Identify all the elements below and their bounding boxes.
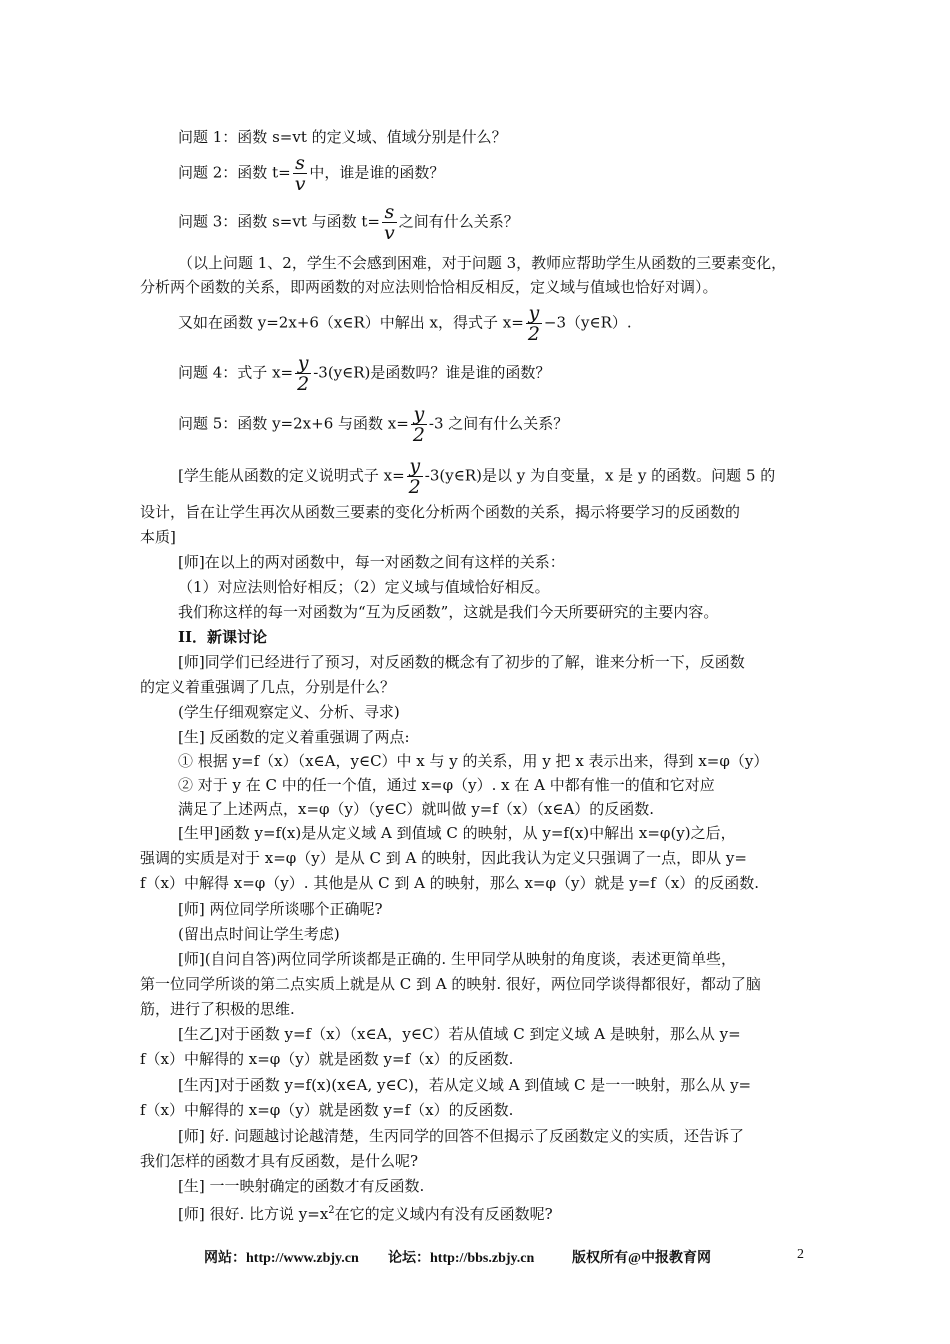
fraction: $\frac{y}{2}$ — [412, 403, 425, 446]
question-2: 问题 2：函数 t= $\frac{s}{v}$ 中，谁是谁的函数？ — [178, 152, 445, 195]
note-line: 分析两个函数的关系，即两函数的对应法则恰恰相反相反，定义域与值域也恰好对调）。 — [140, 278, 718, 296]
note-line: 设计，旨在让学生再次从函数三要素的变化分析两个函数的关系，揭示将要学习的反函数的 — [140, 503, 741, 521]
teacher-remark: [师] 两位同学所谈哪个正确呢? — [178, 900, 383, 918]
teacher-remark: [师] 很好. 比方说 $y=x^2$在它的定义域内有没有反函数呢? — [178, 1205, 553, 1223]
page-number: 2 — [797, 1247, 804, 1262]
point-summary: 满足了上述两点，x=φ（y）（y∈C）就叫做 y=f（x）（x∈A）的反函数. — [178, 800, 655, 818]
question-3: 问题 3：函数 s=vt 与函数 t= $\frac{s}{v}$ 之间有什么关系？ — [178, 201, 519, 244]
teacher-remark: [师] 好. 问题越讨论越清楚，生丙同学的回答不但揭示了反函数定义的实质，还告诉了 — [178, 1127, 745, 1145]
student-a-remark: 强调的实质是对于 x=φ（y）是从 C 到 A 的映射，因此我认为定义只强调了一点，即从 y= — [140, 849, 747, 867]
fraction: $\frac{y}{2}$ — [408, 455, 421, 498]
student-a-remark: f（x）中解得 x=φ（y）. 其他是从 C 到 A 的映射，那么 x=φ（y）就是 y=f（x）的反函数. — [140, 874, 760, 892]
note-line: （以上问题 1、2，学生不会感到困难，对于问题 3，教师应帮助学生从函数的三要素变化， — [178, 254, 787, 272]
teacher-remark: 的定义着重强调了几点，分别是什么？ — [140, 678, 396, 696]
footer-website: 网站：http://www.zbjy.cn — [204, 1251, 359, 1266]
point-2: ② 对于 y 在 C 中的任一个值，通过 x=φ（y）. x 在 A 中都有惟一的值和它对应 — [178, 776, 715, 794]
fraction: $\frac{s}{v}$ — [294, 152, 306, 195]
student-remark: [生] 一一映射确定的函数才有反函数. — [178, 1177, 425, 1195]
fraction: $\frac{y}{2}$ — [527, 302, 540, 345]
teacher-remark: [师](自问自答)两位同学所谈都是正确的. 生甲同学从映射的角度谈，表述更简单些， — [178, 950, 736, 968]
student-c-remark: f（x）中解得的 x=φ（y）就是函数 y=f（x）的反函数. — [140, 1101, 514, 1119]
point-1: ① 根据 y=f（x）（x∈A，y∈C）中 x 与 y 的关系，用 y 把 x 表示出来，得到 x=φ（y） — [178, 752, 769, 770]
teacher-remark: 我们怎样的函数才具有反函数，是什么呢? — [140, 1152, 419, 1170]
pause-note: (留出点时间让学生考虑) — [178, 925, 340, 943]
example-equation: 又如在函数 y=2x+6（x∈R）中解出 x，得式子 x= $\frac{y}{2}$ −3（y∈R）. — [178, 302, 632, 345]
question-5: 问题 5：函数 y=2x+6 与函数 x= $\frac{y}{2}$ -3 之间有什么关系？ — [178, 403, 569, 446]
question-1: 问题 1：函数 s=vt 的定义域、值域分别是什么？ — [178, 128, 507, 146]
student-b-remark: f（x）中解得的 x=φ（y）就是函数 y=f（x）的反函数. — [140, 1050, 514, 1068]
student-c-remark: [生丙]对于函数 y=f(x)(x∈A, y∈C)，若从定义域 A 到值域 C 是一一映射，那么从 y= — [178, 1076, 752, 1094]
students-observe: (学生仔细观察定义、分析、寻求) — [178, 703, 400, 721]
student-b-remark: [生乙]对于函数 y=f（x）（x∈A，y∈C）若从值域 C 到定义域 A 是映射，那么从 y= — [178, 1025, 741, 1043]
fraction: $\frac{y}{2}$ — [297, 352, 310, 395]
section-title: II．新课讨论 — [178, 628, 268, 646]
question-4: 问题 4：式子 x= $\frac{y}{2}$ -3(y∈R)是函数吗？谁是谁的函数？ — [178, 352, 551, 395]
teacher-remark: [师]同学们已经进行了预习，对反函数的概念有了初步的了解，谁来分析一下，反函数 — [178, 653, 745, 671]
student-remark: [生] 反函数的定义着重强调了两点: — [178, 728, 410, 746]
relations-line: （1）对应法则恰好相反；（2）定义域与值域恰好相反。 — [178, 578, 550, 596]
note-line: 本质] — [140, 528, 176, 546]
note-2-first-line: [学生能从函数的定义说明式子 x= $\frac{y}{2}$ -3(y∈R)是以 y 为自变量，x 是 y 的函数。问题 5 的 — [178, 455, 776, 498]
fraction: $\frac{s}{v}$ — [383, 201, 395, 244]
definition-call: 我们称这样的每一对函数为“互为反函数”，这就是我们今天所要研究的主要内容。 — [178, 603, 719, 621]
footer-copyright: 版权所有@中报教育网 — [572, 1251, 712, 1266]
teacher-remark: 筋，进行了积极的思维. — [140, 1000, 295, 1018]
student-a-remark: [生甲]函数 y=f(x)是从定义域 A 到值域 C 的映射，从 y=f(x)中解出 x=φ(y)之后， — [178, 824, 736, 842]
footer-forum: 论坛：http://bbs.zbjy.cn — [388, 1251, 535, 1266]
teacher-remark: [师]在以上的两对函数中，每一对函数之间有这样的关系： — [178, 553, 565, 571]
teacher-remark: 第一位同学所谈的第二点实质上就是从 C 到 A 的映射. 很好，两位同学谈得都很好，都动了脑 — [140, 975, 761, 993]
